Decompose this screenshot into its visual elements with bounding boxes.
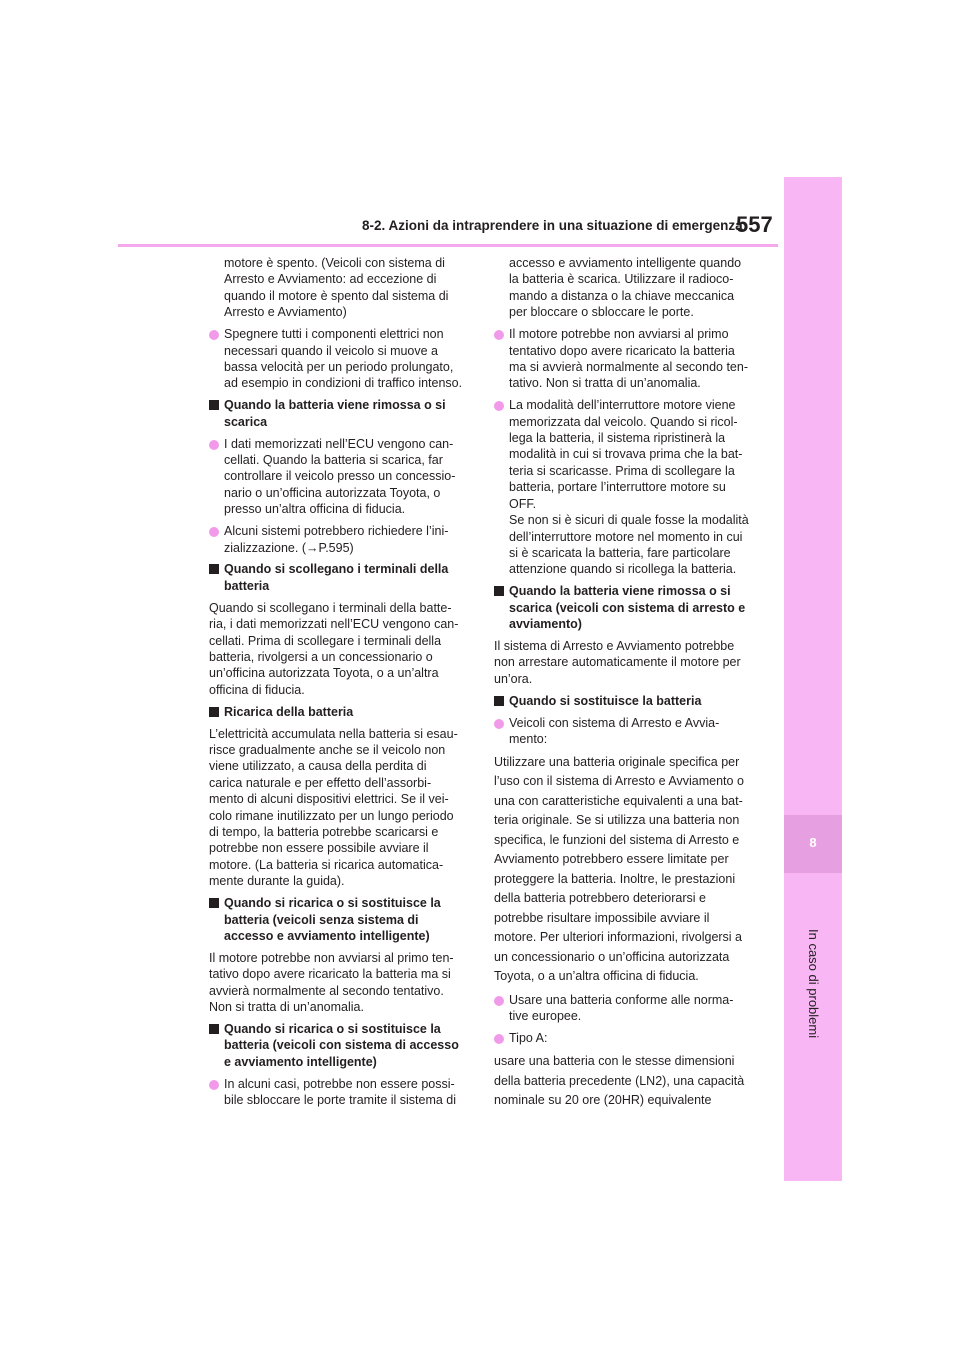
text-line: batteria, rivolgersi a un concessionario o — [209, 649, 433, 664]
text-line: Quando la batteria viene rimossa o si — [509, 584, 731, 599]
bullet-item — [209, 326, 467, 392]
text-line: Quando si sostituisce la batteria — [509, 693, 702, 708]
text-line: Quando la batteria viene rimossa o si — [224, 398, 446, 413]
text-line: non arrestare automaticamente il motore per — [494, 655, 741, 670]
bullet-item — [494, 1030, 754, 1046]
text-line: nominale su 20 ore (20HR) equivalente — [494, 1093, 712, 1108]
section-heading — [209, 1021, 467, 1070]
section-header-title: 8-2. Azioni da intraprendere in una situazione di emergenza — [362, 218, 743, 233]
paragraph — [494, 1052, 754, 1111]
text-line: quando il motore è spento dal sistema di — [224, 288, 449, 303]
text-line: cellati. Prima di scollegare i terminali della — [209, 633, 442, 648]
text-line: specifica, le funzioni del sistema di Arresto e — [494, 832, 740, 847]
text-line: batteria, portare l’interruttore motore su — [509, 480, 726, 495]
bullet-item — [494, 326, 754, 392]
text-line: di tempo, la batteria potrebbe scaricarsi e — [209, 825, 439, 839]
text-line: bile sbloccare le porte tramite il sistema di — [224, 1093, 457, 1108]
text-line: batteria (veicoli con sistema di accesso — [224, 1038, 459, 1053]
text-line: Avviamento potrebbero essere limitate per — [494, 852, 729, 867]
section-heading — [209, 397, 467, 430]
text-line: l’uso con il sistema di Arresto e Avviamento o — [494, 774, 744, 789]
text-line: Veicoli con sistema di Arresto e Avvia- — [509, 715, 720, 730]
text-line: bassa velocità per un periodo prolungato, — [224, 359, 454, 374]
text-line: presso un’altra officina di fiducia. — [224, 502, 406, 517]
text-line: una con caratteristiche equivalenti a una bat- — [494, 793, 743, 808]
text-line: Alcuni sistemi potrebbero richiedere l’ini- — [224, 524, 449, 539]
text-line: teria si scaricasse. Prima di scollegare la — [509, 463, 735, 478]
text-line: un concessionario o un’officina autorizzata — [494, 949, 730, 964]
bullet-item — [209, 523, 467, 556]
text-line: I dati memorizzati nell’ECU vengono can- — [224, 436, 454, 451]
section-heading — [494, 583, 754, 632]
text-line: Ricarica della batteria — [224, 704, 354, 719]
text-line: potrebbe risultare impossibile avviare il — [494, 910, 710, 925]
text-line: modalità in cui si trovava prima che la bat- — [509, 447, 743, 462]
text-line: Il motore potrebbe non avviarsi al primo — [509, 327, 729, 342]
text-line: tive europee. — [509, 1009, 582, 1024]
text-line: nario o un’officina autorizzata Toyota, o — [224, 485, 441, 500]
bullet-item — [494, 992, 754, 1025]
text-line: Quando si scollegano i terminali della — [224, 562, 449, 577]
text-line: La modalità dell’interruttore motore viene — [509, 398, 736, 413]
text-line: batteria (veicoli senza sistema di — [224, 912, 419, 927]
text-line: Quando si scollegano i terminali della batte- — [209, 600, 452, 615]
text-line: In alcuni casi, potrebbe non essere possi- — [224, 1076, 455, 1091]
bullet-item — [494, 397, 754, 577]
text-line: Toyota, o a un’altra officina di fiducia. — [494, 969, 699, 984]
text-line: per bloccare o sbloccare le porte. — [509, 305, 694, 320]
text-line: e avviamento intelligente) — [224, 1054, 377, 1069]
text-line: Quando si ricarica o si sostituisce la — [224, 896, 441, 911]
text-line: accesso e avviamento intelligente) — [224, 928, 430, 943]
text-line: avviamento) — [509, 617, 582, 632]
text-line: Utilizzare una batteria originale specifica per — [494, 754, 740, 769]
paragraph — [494, 638, 754, 687]
text-line: un’officina autorizzata Toyota, o a un’altra — [209, 666, 439, 681]
text-line: L’elettricità accumulata nella batteria si esau- — [209, 726, 458, 741]
right-column — [494, 255, 754, 1111]
text-line: Tipo A: — [509, 1031, 548, 1046]
paragraph — [494, 753, 754, 987]
text-line: motore. (La batteria si ricarica automatica- — [209, 857, 444, 872]
text-line: ma si avvierà normalmente al secondo ten- — [509, 359, 749, 374]
text-line: usare una batteria con le stesse dimensioni — [494, 1054, 735, 1069]
paragraph — [209, 726, 467, 890]
text-line: mando a distanza o la chiave meccanica — [509, 288, 735, 303]
text-line: avvierà normalmente al secondo tentativo. — [209, 983, 444, 998]
section-heading — [494, 693, 754, 709]
paragraph — [209, 600, 467, 698]
section-heading — [209, 895, 467, 944]
text-line: accesso e avviamento intelligente quando — [509, 256, 742, 270]
text-line: Il sistema di Arresto e Avviamento potrebbe — [494, 638, 735, 653]
text-line: ria, i dati memorizzati nell’ECU vengono can- — [209, 617, 459, 632]
text-line: ad esempio in condizioni di traffico intenso. — [224, 376, 463, 391]
paragraph — [509, 255, 754, 321]
text-line: necessari quando il veicolo si muove a — [224, 343, 439, 358]
text-line: potrebbe non essere possibile avviare il — [209, 841, 429, 856]
page-number: 557 — [736, 212, 773, 237]
section-heading — [209, 704, 467, 720]
text-line: un’ora. — [494, 671, 533, 686]
text-line: mento: — [509, 731, 548, 746]
text-line: dell’interruttore motore nel momento in cui — [509, 529, 743, 544]
text-line: la batteria è scarica. Utilizzare il radioco- — [509, 272, 734, 287]
text-line: tentativo dopo avere ricaricato la batteria — [509, 343, 735, 358]
text-line: Il motore potrebbe non avviarsi al primo ten- — [209, 950, 454, 965]
text-line: tativo. Non si tratta di un’anomalia. — [509, 376, 701, 391]
text-line: attenzione quando si ricollega la batteria. — [509, 562, 737, 577]
text-line: scarica — [224, 414, 268, 429]
text-line: si è scaricata la batteria, fare particolare — [509, 545, 731, 560]
text-line: mento di alcuni dispositivi elettrici. Se il vei- — [209, 792, 449, 807]
text-line: della batteria precedente (LN2), una capacità — [494, 1073, 745, 1088]
chapter-title: In caso di problemi — [806, 929, 821, 1039]
text-line: Usare una batteria conforme alle norma- — [509, 992, 734, 1007]
text-line: colo rimane inutilizzato per un lungo periodo — [209, 808, 454, 823]
text-line: Arresto e Avviamento) — [224, 305, 347, 320]
text-line: Quando si ricarica o si sostituisce la — [224, 1021, 441, 1036]
text-line: controllare il veicolo presso un concessio- — [224, 469, 456, 484]
text-line: OFF. — [509, 496, 537, 511]
text-line: memorizzata dal veicolo. Quando si ricol- — [509, 414, 738, 429]
text-line: proteggere la batteria. Inoltre, le prestazioni — [494, 871, 736, 886]
text-line: mente durante la guida). — [209, 874, 345, 889]
text-line: della batteria potrebbero deteriorarsi e — [494, 891, 706, 906]
text-line: Arresto e Avviamento: ad eccezione di — [224, 272, 437, 287]
text-line: scarica (veicoli con sistema di arresto e — [509, 600, 746, 615]
text-line: officina di fiducia. — [209, 682, 305, 697]
header-divider — [118, 244, 778, 247]
left-column — [209, 255, 467, 1114]
text-line: viene utilizzato, a causa della perdita di — [209, 759, 427, 774]
text-line: motore è spento. (Veicoli con sistema di — [224, 256, 445, 270]
text-line: tativo dopo avere ricaricato la batteria ma si — [209, 967, 451, 982]
chapter-number: 8 — [809, 835, 817, 850]
text-line: teria originale. Se si utilizza una batteria non — [494, 813, 740, 828]
text-line: risce gradualmente anche se il veicolo non — [209, 742, 446, 757]
section-heading — [209, 561, 467, 594]
text-line: batteria — [224, 578, 270, 593]
bullet-item — [494, 715, 754, 748]
bullet-item — [209, 436, 467, 518]
paragraph — [209, 950, 467, 1016]
text-line: lega la batteria, il sistema ripristinerà la — [509, 431, 726, 446]
text-line: Se non si è sicuri di quale fosse la modalità — [509, 513, 749, 528]
text-line: carica naturale e per effetto dell’assorbi- — [209, 775, 432, 790]
text-line: cellati. Quando la batteria si scarica, far — [224, 452, 443, 467]
paragraph — [224, 255, 467, 321]
text-line: zializzazione. (→P.595) — [224, 540, 354, 555]
text-line: Non si tratta di un’anomalia. — [209, 1000, 364, 1015]
bullet-item — [209, 1076, 467, 1109]
text-line: motore. Per ulteriori informazioni, rivolgersi a — [494, 930, 743, 945]
text-line: Spegnere tutti i componenti elettrici non — [224, 327, 444, 342]
